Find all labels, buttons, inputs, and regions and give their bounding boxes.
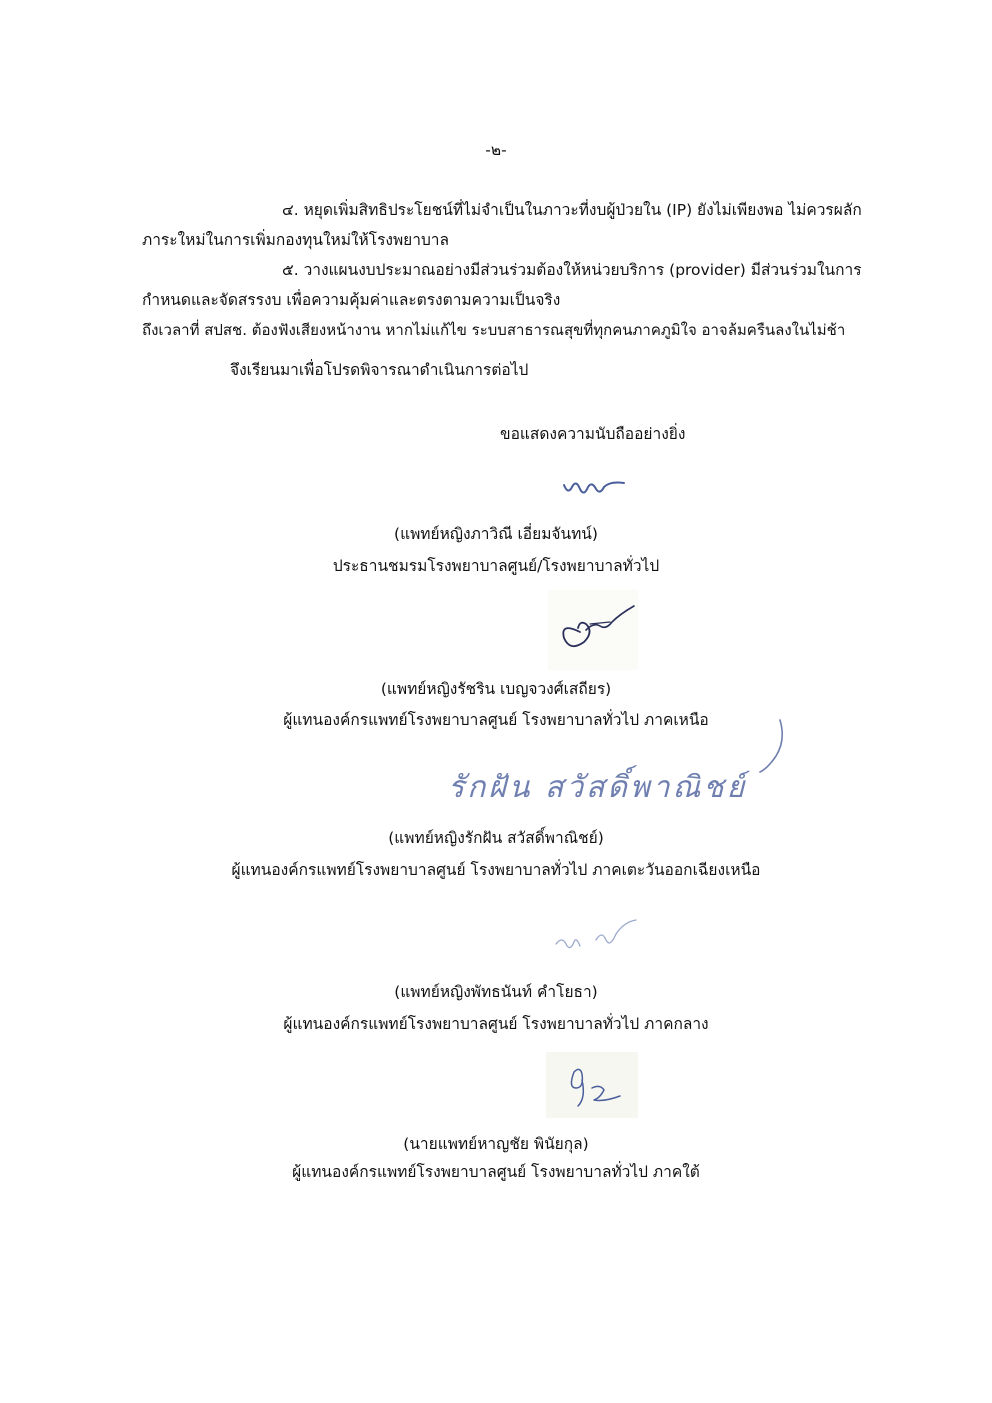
- item-4-line-2: ภาระใหม่ในการเพิ่มกองทุนใหม่ให้โรงพยาบาล: [142, 231, 450, 249]
- item-4-line-1: ๔. หยุดเพิ่มสิทธิประโยชน์ที่ไม่จำเป็นในภาวะที่งบผู้ป่วยใน (IP) ยังไม่เพียงพอ ไม่ควรผลัก: [282, 201, 862, 219]
- signatory-2-name: (แพทย์หญิงรัชริน เบญจวงศ์เสถียร): [380, 680, 612, 698]
- signatory-2-position: ผู้แทนองค์กรแพทย์โรงพยาบาลศูนย์ โรงพยาบาลทั่วไป ภาคเหนือ: [283, 711, 709, 729]
- signatory-1-name: (แพทย์หญิงภาวิณี เอี่ยมจันทน์): [394, 525, 598, 543]
- signature-2-image: [550, 592, 638, 662]
- signatory-5-name: (นายแพทย์หาญชัย พินัยกุล): [403, 1135, 589, 1153]
- signature-1-image: [560, 475, 630, 505]
- request-line: จึงเรียนมาเพื่อโปรดพิจารณาดำเนินการต่อไป: [230, 361, 529, 379]
- signatory-4-name: (แพทย์หญิงพัทธนันท์ คำโยธา): [394, 983, 598, 1001]
- signatory-4-position: ผู้แทนองค์กรแพทย์โรงพยาบาลศูนย์ โรงพยาบาลทั่วไป ภาคกลาง: [283, 1015, 709, 1033]
- closing-statement: ถึงเวลาที่ สปสช. ต้องฟังเสียงหน้างาน หากไม่แก้ไข ระบบสาธารณสุขที่ทุกคนภาคภูมิใจ อาจล้มครืนลงในไม่ช้า: [142, 321, 846, 339]
- page-number: -๒-: [485, 141, 507, 159]
- signature-4-image: [552, 914, 642, 964]
- signature-5-image: [560, 1058, 640, 1114]
- item-5-line-2: กำหนดและจัดสรรงบ เพื่อความคุ้มค่าและตรงตามความเป็นจริง: [142, 291, 561, 309]
- signatory-5-position: ผู้แทนองค์กรแพทย์โรงพยาบาลศูนย์ โรงพยาบาลทั่วไป ภาคใต้: [292, 1163, 700, 1181]
- item-5-line-1: ๕. วางแผนงบประมาณอย่างมีส่วนร่วมต้องให้หน่วยบริการ (provider) มีส่วนร่วมในการ: [282, 261, 862, 279]
- signature-3-flourish: [758, 716, 788, 776]
- signatory-3-position: ผู้แทนองค์กรแพทย์โรงพยาบาลศูนย์ โรงพยาบาลทั่วไป ภาคเตะวันออกเฉียงเหนือ: [231, 861, 761, 879]
- signature-3-handwritten: รักฝัน สวัสดิ์พาณิชย์: [448, 770, 748, 805]
- regards-line: ขอแสดงความนับถืออย่างยิ่ง: [500, 425, 686, 443]
- signatory-1-position: ประธานชมรมโรงพยาบาลศูนย์/โรงพยาบาลทั่วไป: [332, 557, 660, 575]
- signatory-3-name: (แพทย์หญิงรักฝัน สวัสดิ์พาณิชย์): [388, 829, 604, 847]
